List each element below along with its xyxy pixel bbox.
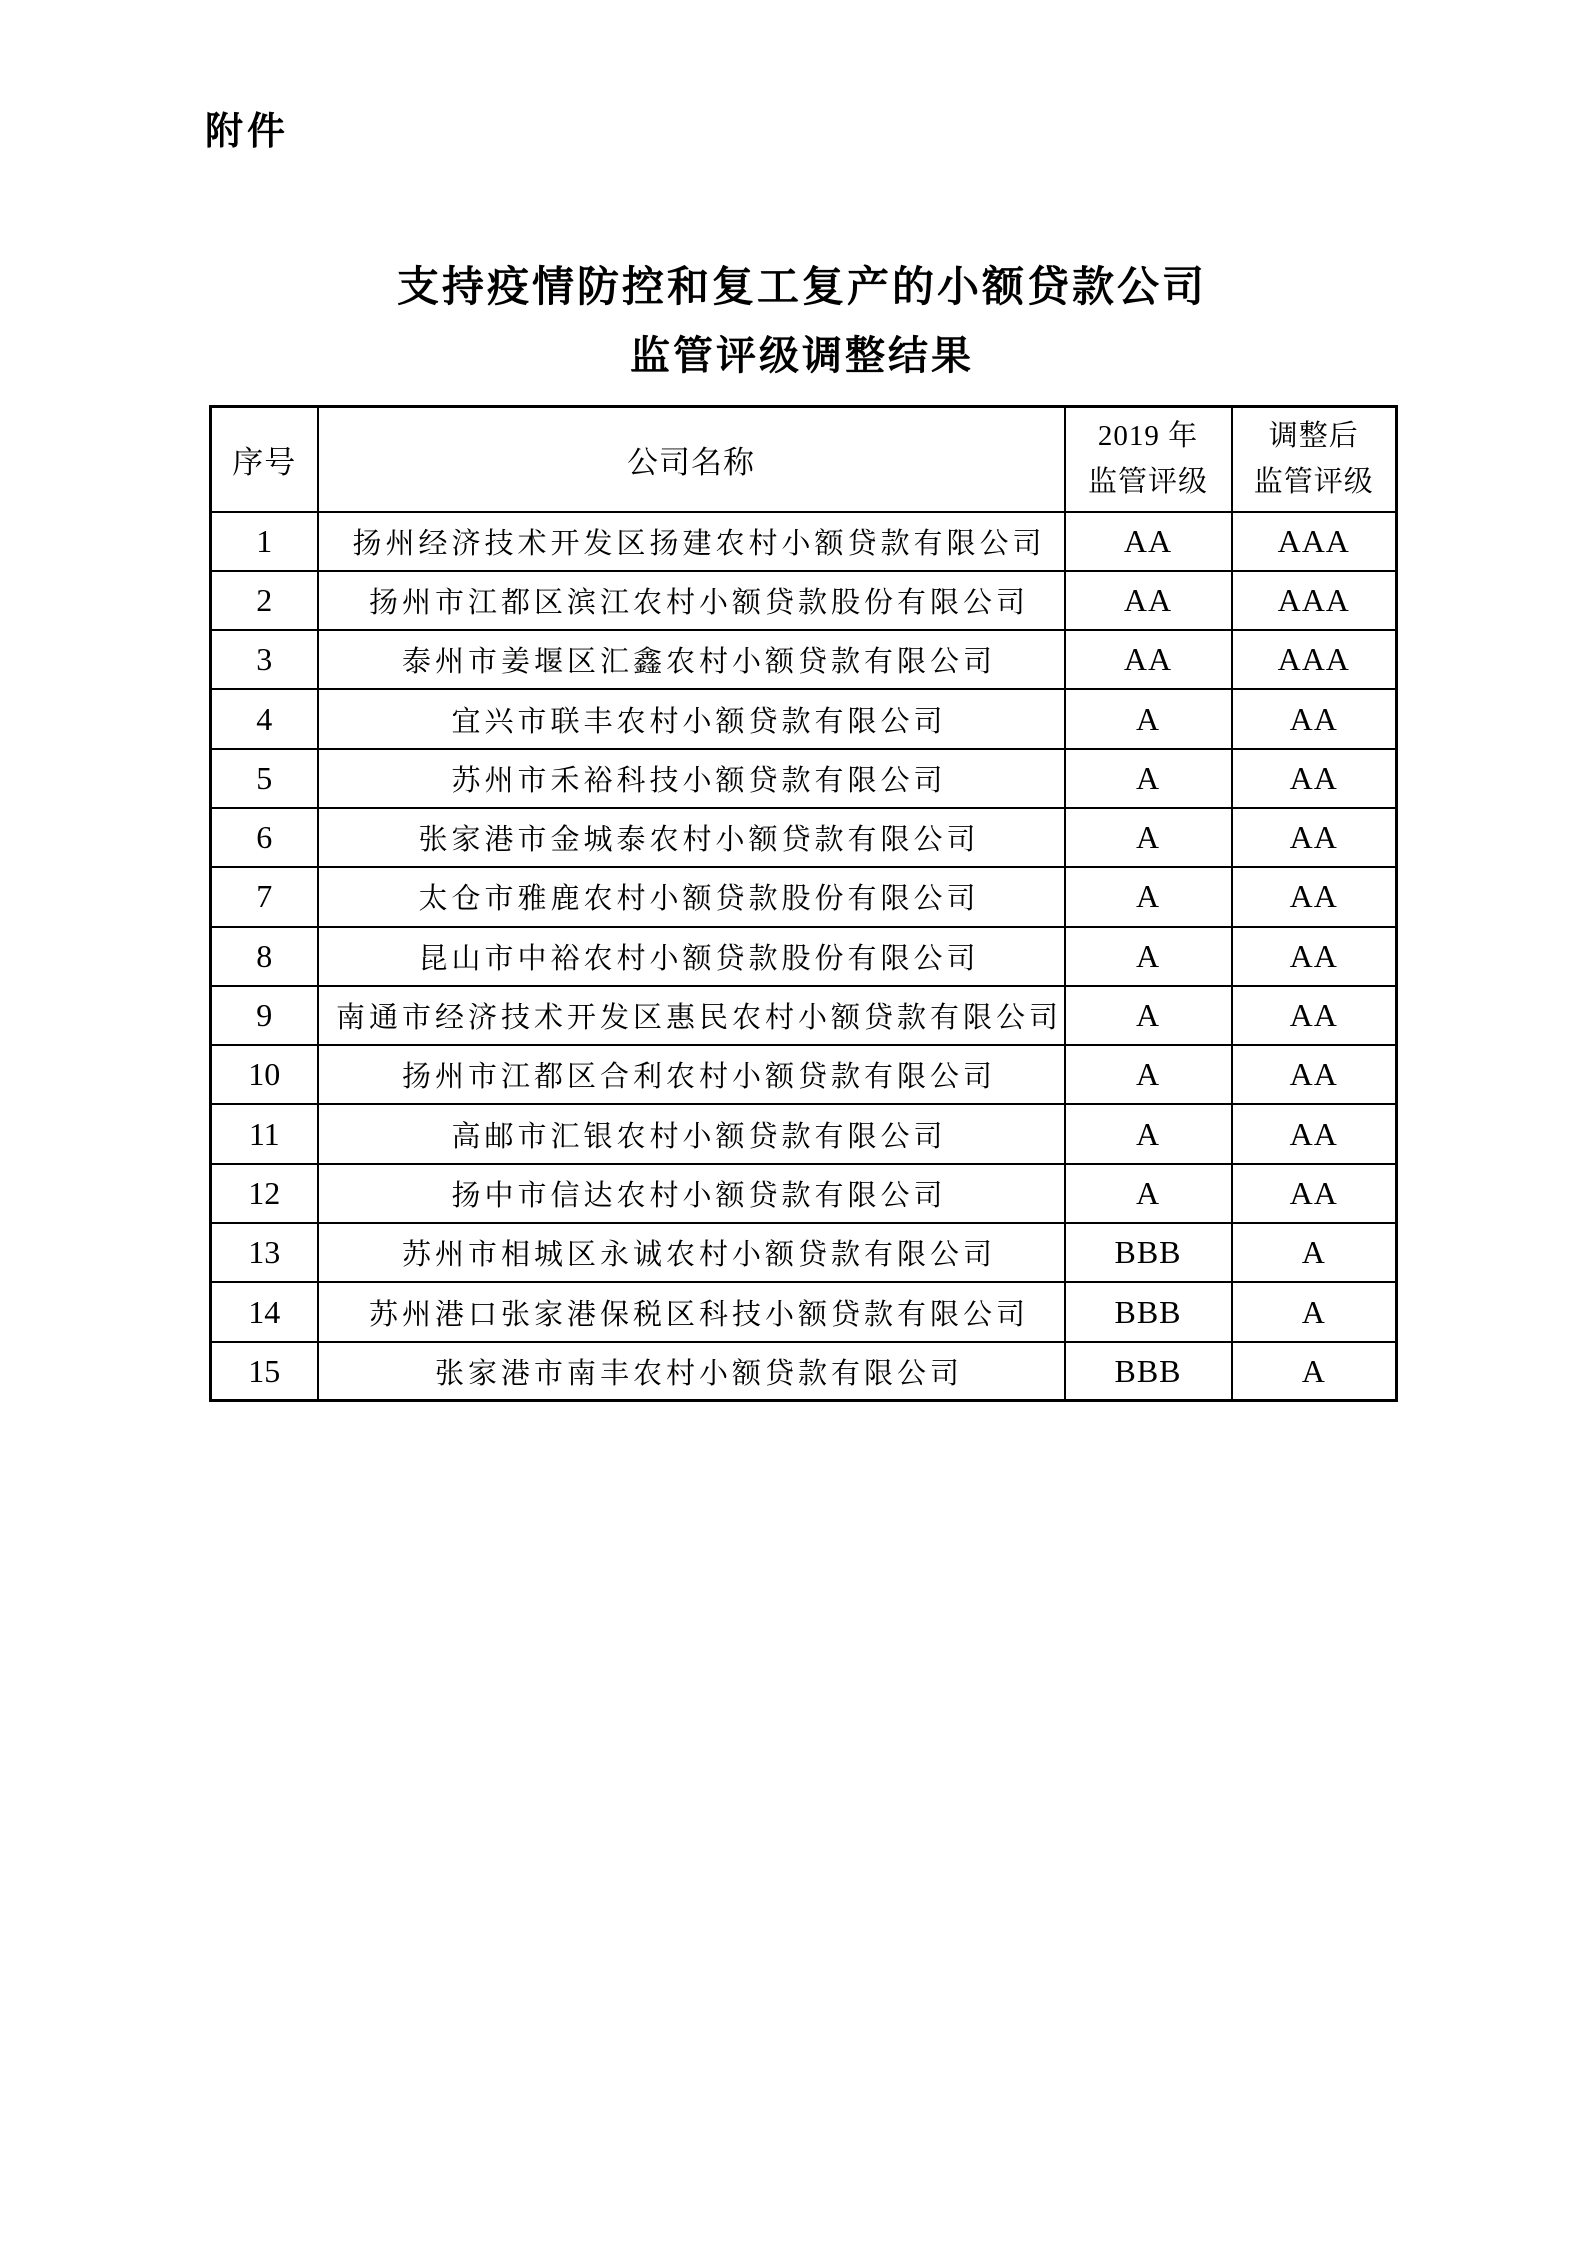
row-company-name-cell: 张家港市南丰农村小额贷款有限公司 <box>318 1342 1065 1401</box>
document-title <box>209 260 1395 382</box>
row-no-cell: 10 <box>211 1045 318 1104</box>
document-title-line1: 支持疫情防控和复工复产的小额贷款公司 <box>396 265 1207 311</box>
row-no-cell: 8 <box>211 927 318 986</box>
row-adjusted-rating-cell: AA <box>1232 986 1397 1045</box>
table-header-row <box>211 407 1397 512</box>
row-company-name-cell: 扬中市信达农村小额贷款有限公司 <box>318 1164 1065 1223</box>
table-row <box>211 512 1397 571</box>
header-rating-2019-line1: 2019 年 <box>1097 420 1199 453</box>
header-company-name: 公司名称 <box>318 407 1065 512</box>
row-rating-2019-cell: BBB <box>1065 1342 1232 1401</box>
row-rating-2019-cell: A <box>1065 867 1232 926</box>
row-rating-2019-cell: A <box>1065 986 1232 1045</box>
table-row <box>211 571 1397 630</box>
table-row <box>211 927 1397 986</box>
row-rating-2019-cell: A <box>1065 808 1232 867</box>
header-rating-2019 <box>1065 407 1232 512</box>
row-rating-2019-cell: A <box>1065 927 1232 986</box>
row-no-cell: 5 <box>211 749 318 808</box>
row-rating-2019-cell: A <box>1065 1104 1232 1163</box>
row-no-cell: 1 <box>211 512 318 571</box>
row-adjusted-rating-cell: A <box>1232 1223 1397 1282</box>
row-no-cell: 12 <box>211 1164 318 1223</box>
row-adjusted-rating-cell: A <box>1232 1282 1397 1341</box>
row-company-name-cell: 扬州市江都区合利农村小额贷款有限公司 <box>318 1045 1065 1104</box>
row-adjusted-rating-cell: AAA <box>1232 571 1397 630</box>
row-rating-2019-cell: A <box>1065 749 1232 808</box>
row-company-name-cell: 张家港市金城泰农村小额贷款有限公司 <box>318 808 1065 867</box>
row-company-name-cell: 苏州市相城区永诚农村小额贷款有限公司 <box>318 1223 1065 1282</box>
row-no-cell: 15 <box>211 1342 318 1401</box>
row-adjusted-rating-cell: AA <box>1232 1164 1397 1223</box>
table-row <box>211 749 1397 808</box>
table-row <box>211 986 1397 1045</box>
header-no: 序号 <box>211 407 318 512</box>
rating-adjustment-table <box>209 405 1398 1402</box>
row-no-cell: 14 <box>211 1282 318 1341</box>
row-adjusted-rating-cell: AA <box>1232 1104 1397 1163</box>
table-row <box>211 1104 1397 1163</box>
row-no-cell: 9 <box>211 986 318 1045</box>
row-company-name-cell: 扬州市江都区滨江农村小额贷款股份有限公司 <box>318 571 1065 630</box>
row-adjusted-rating-cell: AA <box>1232 867 1397 926</box>
row-company-name-cell: 太仓市雅鹿农村小额贷款股份有限公司 <box>318 867 1065 926</box>
row-adjusted-rating-cell: AA <box>1232 1045 1397 1104</box>
table-row <box>211 1342 1397 1401</box>
row-rating-2019-cell: A <box>1065 1045 1232 1104</box>
row-company-name-cell: 宜兴市联丰农村小额贷款有限公司 <box>318 689 1065 748</box>
row-adjusted-rating-cell: A <box>1232 1342 1397 1401</box>
row-no-cell: 6 <box>211 808 318 867</box>
table-row <box>211 1164 1397 1223</box>
table-row <box>211 630 1397 689</box>
table-row <box>211 808 1397 867</box>
row-adjusted-rating-cell: AA <box>1232 927 1397 986</box>
row-adjusted-rating-cell: AA <box>1232 749 1397 808</box>
document-title-line2: 监管评级调整结果 <box>630 333 974 378</box>
row-rating-2019-cell: AA <box>1065 571 1232 630</box>
header-adjusted-rating-line1: 调整后 <box>1268 420 1359 453</box>
row-company-name-cell: 苏州港口张家港保税区科技小额贷款有限公司 <box>318 1282 1065 1341</box>
row-no-cell: 13 <box>211 1223 318 1282</box>
row-no-cell: 4 <box>211 689 318 748</box>
row-company-name-cell: 苏州市禾裕科技小额贷款有限公司 <box>318 749 1065 808</box>
row-company-name-cell: 泰州市姜堰区汇鑫农村小额贷款有限公司 <box>318 630 1065 689</box>
row-rating-2019-cell: AA <box>1065 630 1232 689</box>
row-adjusted-rating-cell: AAA <box>1232 512 1397 571</box>
row-no-cell: 3 <box>211 630 318 689</box>
row-adjusted-rating-cell: AAA <box>1232 630 1397 689</box>
header-adjusted-rating-line2: 监管评级 <box>1253 466 1374 499</box>
header-adjusted-rating <box>1232 407 1397 512</box>
row-company-name-cell: 扬州经济技术开发区扬建农村小额贷款有限公司 <box>318 512 1065 571</box>
table-row <box>211 1282 1397 1341</box>
table-row <box>211 1045 1397 1104</box>
row-no-cell: 2 <box>211 571 318 630</box>
row-company-name-cell: 南通市经济技术开发区惠民农村小额贷款有限公司 <box>318 986 1065 1045</box>
row-rating-2019-cell: A <box>1065 689 1232 748</box>
row-rating-2019-cell: A <box>1065 1164 1232 1223</box>
table-row <box>211 1223 1397 1282</box>
row-no-cell: 11 <box>211 1104 318 1163</box>
row-no-cell: 7 <box>211 867 318 926</box>
header-rating-2019-line2: 监管评级 <box>1087 466 1208 499</box>
row-company-name-cell: 昆山市中裕农村小额贷款股份有限公司 <box>318 927 1065 986</box>
attachment-label: 附件 <box>205 111 290 153</box>
table-row <box>211 867 1397 926</box>
row-adjusted-rating-cell: AA <box>1232 689 1397 748</box>
table-row <box>211 689 1397 748</box>
row-adjusted-rating-cell: AA <box>1232 808 1397 867</box>
row-rating-2019-cell: BBB <box>1065 1223 1232 1282</box>
row-company-name-cell: 高邮市汇银农村小额贷款有限公司 <box>318 1104 1065 1163</box>
row-rating-2019-cell: AA <box>1065 512 1232 571</box>
row-rating-2019-cell: BBB <box>1065 1282 1232 1341</box>
